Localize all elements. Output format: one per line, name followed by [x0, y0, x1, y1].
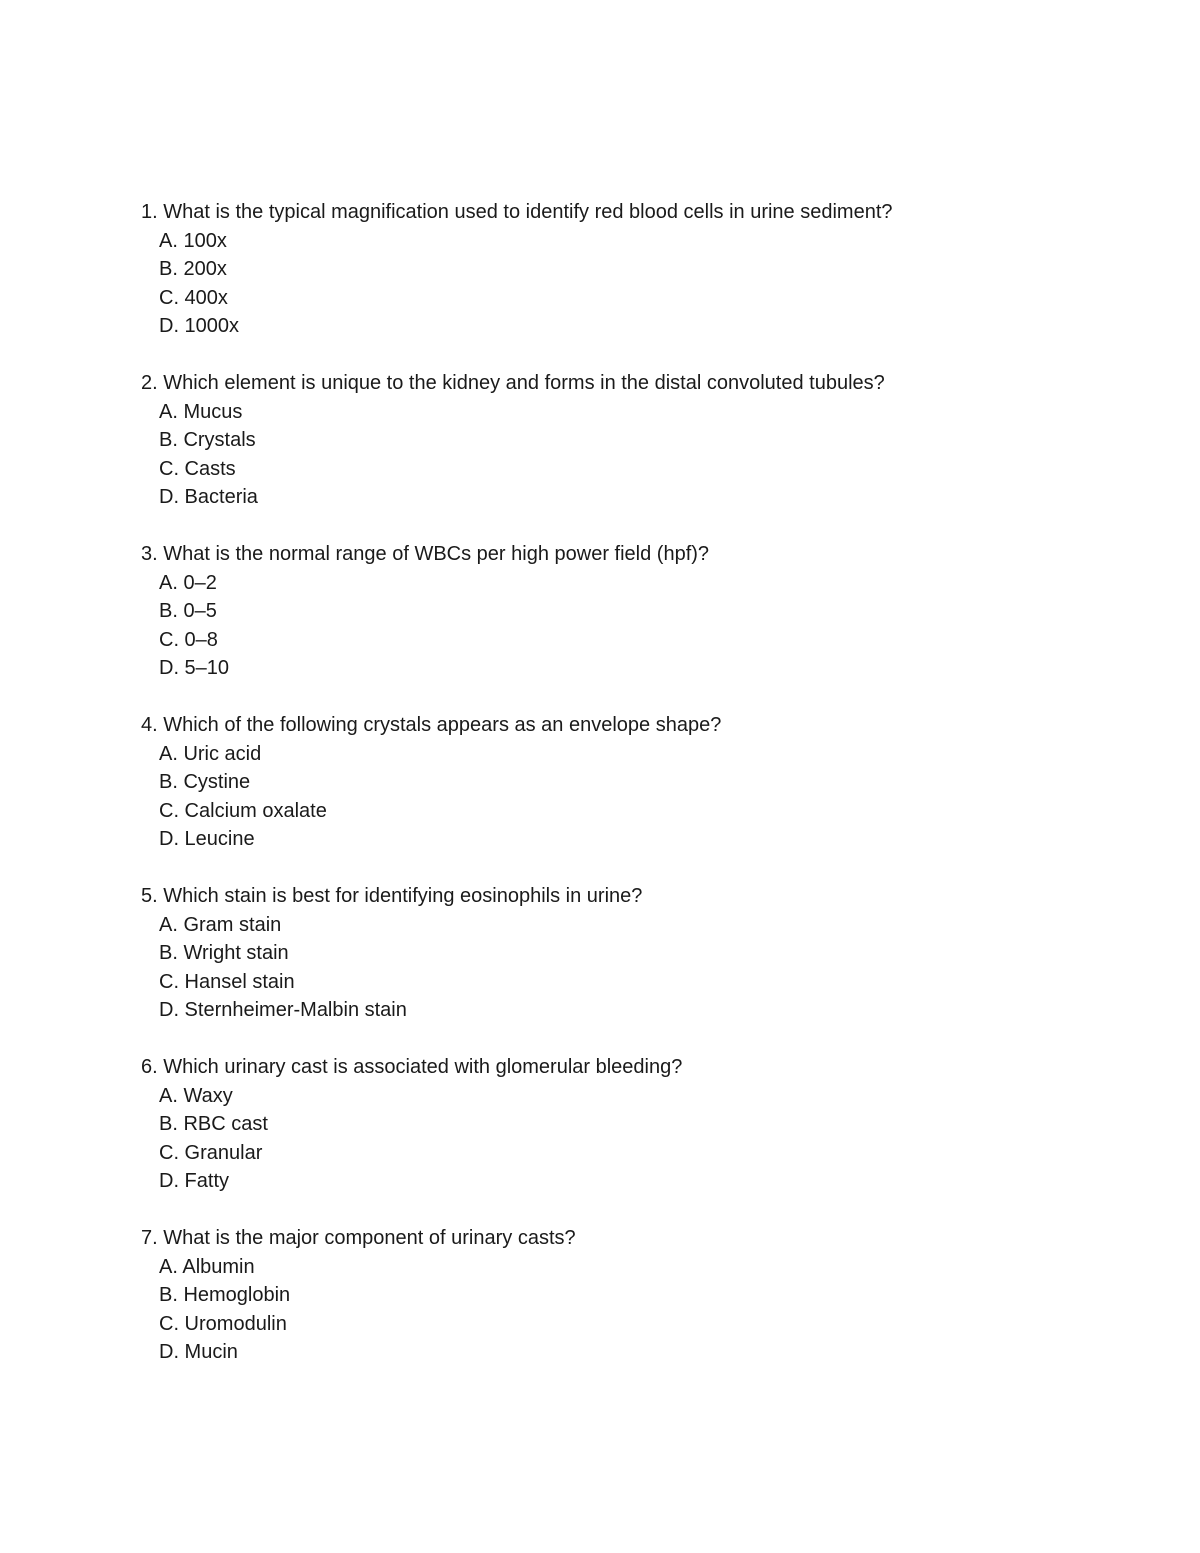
option-c: C. Hansel stain [159, 970, 295, 993]
option-d: D. Fatty [159, 1170, 230, 1192]
option-d: D. 5–10 [159, 657, 230, 679]
option-d: D. 1000x [159, 315, 240, 337]
option-list [141, 1253, 1101, 1367]
option-a: A. 0–2 [159, 571, 217, 594]
question-text: 7. What is the major component of urinary casts? [141, 1227, 576, 1249]
option-d: D. Sternheimer-Malbin stain [159, 999, 407, 1021]
question-text: 5. Which stain is best for identifying eosinophils in urine? [141, 885, 643, 907]
question-text: 4. Which of the following crystals appears as an envelope shape? [141, 714, 722, 736]
question-text: 1. What is the typical magnification used to identify red blood cells in urine sediment? [141, 201, 893, 223]
question-text: 6. Which urinary cast is associated with glomerular bleeding? [141, 1056, 683, 1078]
option-c: C. 400x [159, 286, 228, 309]
option-b: B. Hemoglobin [159, 1284, 291, 1306]
option-c: C. Calcium oxalate [159, 799, 327, 822]
option-c: C. Casts [159, 457, 236, 480]
option-list [141, 740, 1101, 854]
option-d: D. Mucin [159, 1341, 238, 1363]
option-a: A. 100x [159, 229, 227, 252]
option-d: D. Leucine [159, 828, 255, 850]
option-c: C. Uromodulin [159, 1312, 287, 1335]
option-a: A. Waxy [159, 1084, 233, 1107]
question-7 [141, 1224, 1101, 1367]
option-b: B. Wright stain [159, 942, 289, 964]
option-c: C. 0–8 [159, 628, 218, 651]
option-d: D. Bacteria [159, 486, 258, 508]
option-a: A. Albumin [159, 1255, 255, 1278]
option-a: A. Gram stain [159, 913, 282, 936]
question-text: 3. What is the normal range of WBCs per high power field (hpf)? [141, 543, 710, 565]
question-1 [141, 198, 1101, 341]
question-list [141, 198, 1101, 1395]
option-list [141, 227, 1101, 341]
option-a: A. Mucus [159, 400, 243, 423]
question-3 [141, 540, 1101, 683]
option-b: B. 0–5 [159, 600, 217, 622]
option-list [141, 569, 1101, 683]
question-6 [141, 1053, 1101, 1196]
question-5 [141, 882, 1101, 1025]
option-list [141, 398, 1101, 512]
option-b: B. Crystals [159, 429, 256, 451]
option-list [141, 1082, 1101, 1196]
option-b: B. RBC cast [159, 1113, 268, 1135]
question-4 [141, 711, 1101, 854]
option-b: B. 200x [159, 258, 227, 280]
option-a: A. Uric acid [159, 742, 262, 765]
question-2 [141, 369, 1101, 512]
option-b: B. Cystine [159, 771, 251, 793]
option-c: C. Granular [159, 1141, 263, 1164]
question-text: 2. Which element is unique to the kidney and forms in the distal convoluted tubules? [141, 372, 885, 394]
option-list [141, 911, 1101, 1025]
